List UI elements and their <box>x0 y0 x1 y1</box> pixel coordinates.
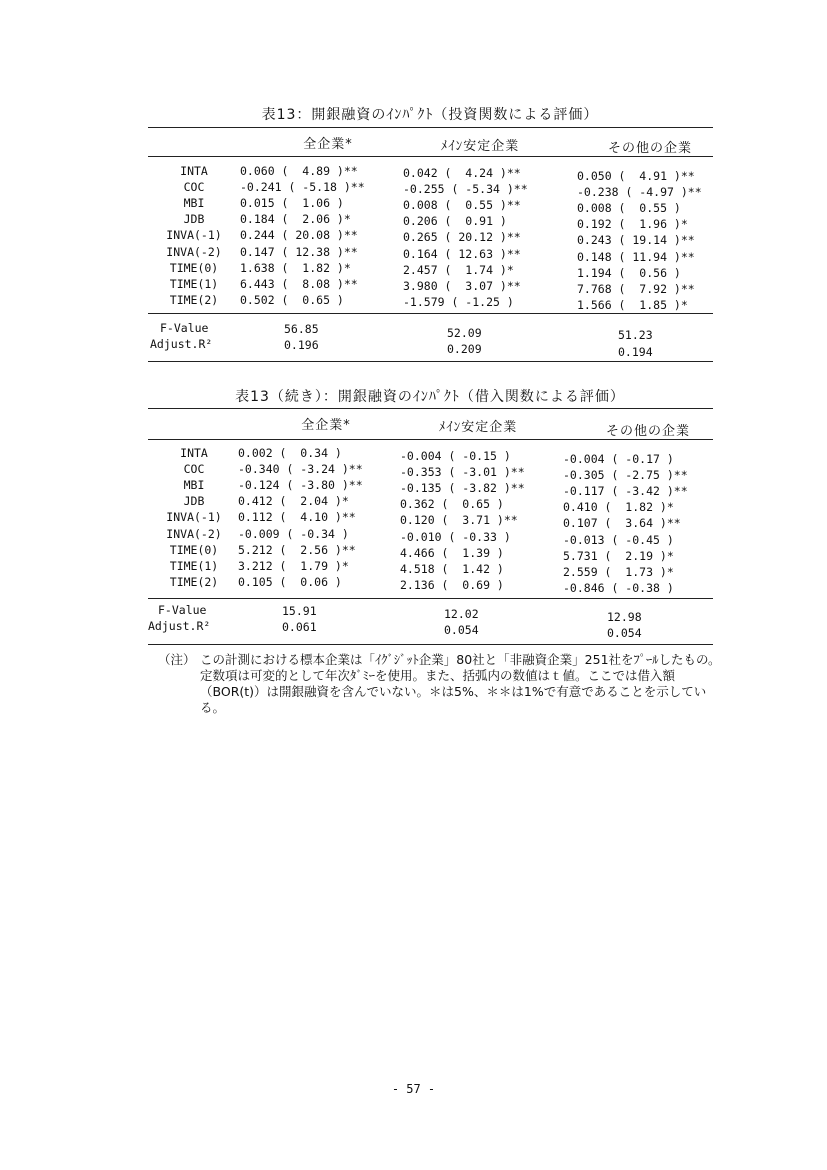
table1-r2-label: Adjust.R² <box>150 337 213 351</box>
table-cell: 0.008 ( 0.55 )** <box>403 198 521 213</box>
table-cell: 0.105 ( 0.06 ) <box>238 574 342 589</box>
table-cell: 0.410 ( 1.82 )* <box>563 500 674 515</box>
table2-r2-main: 0.054 <box>444 623 479 637</box>
table-cell: 1.194 ( 0.56 ) <box>577 265 681 280</box>
table2-header-all: 全企業* <box>301 418 351 433</box>
row-label: TIME(2) <box>169 292 219 307</box>
table-cell: 0.148 ( 11.94 )** <box>577 249 695 264</box>
table-cell: 0.008 ( 0.55 ) <box>577 201 681 216</box>
table-cell: -0.117 ( -3.42 )** <box>563 484 688 499</box>
table2-fvalue-label: F-Value <box>158 603 207 617</box>
table-cell: 0.050 ( 4.91 )** <box>577 169 695 183</box>
row-label: INVA(-1) <box>166 510 222 525</box>
table2-r2-all: 0.061 <box>282 620 317 634</box>
table-cell: 1.638 ( 1.82 )* <box>240 260 351 275</box>
table2-fvalue-other: 12.98 <box>607 610 642 624</box>
table-cell: 0.184 ( 2.06 )* <box>240 212 351 227</box>
table-cell: 0.107 ( 3.64 )** <box>563 516 681 531</box>
table-cell: 0.502 ( 0.65 ) <box>240 292 344 307</box>
table2-top-rule <box>148 408 713 409</box>
row-label: TIME(2) <box>169 574 219 589</box>
table1-header-rule <box>148 156 713 157</box>
table-cell: 2.457 ( 1.74 )* <box>403 262 514 277</box>
table-cell: -0.255 ( -5.34 )** <box>403 182 528 197</box>
table2-mid-rule <box>148 598 713 599</box>
table-cell: -0.124 ( -3.80 )** <box>238 478 363 493</box>
footnote <box>158 652 728 716</box>
table-cell: 7.768 ( 7.92 )** <box>577 281 695 296</box>
row-label: INVA(-2) <box>166 526 222 541</box>
row-label: MBI <box>183 196 205 211</box>
table-cell: 0.362 ( 0.65 ) <box>400 497 504 512</box>
table2-header-other: その他の企業 <box>605 424 690 439</box>
table1-fvalue-all: 56.85 <box>284 322 319 336</box>
table-cell: 1.566 ( 1.85 )* <box>577 297 688 312</box>
table-cell: 3.212 ( 1.79 )* <box>238 558 349 573</box>
table2-fvalue-all: 15.91 <box>282 604 317 618</box>
table-cell: 4.466 ( 1.39 ) <box>400 545 504 560</box>
table-cell: 0.042 ( 4.24 )** <box>403 166 521 180</box>
table1-header-other: その他の企業 <box>607 141 692 156</box>
table-cell: -0.305 ( -2.75 )** <box>563 468 688 483</box>
table-cell: -0.004 ( -0.17 ) <box>563 452 674 466</box>
table-cell: 0.244 ( 20.08 )** <box>240 228 358 243</box>
table-cell: -0.353 ( -3.01 )** <box>400 465 525 480</box>
row-label: INTA <box>180 164 208 178</box>
table-cell: 5.212 ( 2.56 )** <box>238 542 356 557</box>
table-cell: -0.238 ( -4.97 )** <box>577 185 702 200</box>
table-cell: 0.147 ( 12.38 )** <box>240 244 358 259</box>
table-cell: -1.579 ( -1.25 ) <box>403 294 514 309</box>
table-cell: 0.015 ( 1.06 ) <box>240 196 344 211</box>
page-number: - 57 - <box>391 1082 436 1096</box>
table-cell: 0.206 ( 0.91 ) <box>403 214 507 229</box>
table-cell: 3.980 ( 3.07 )** <box>403 278 521 293</box>
row-label: MBI <box>183 478 205 493</box>
table-cell: -0.135 ( -3.82 )** <box>400 481 525 496</box>
table-cell: -0.009 ( -0.34 ) <box>238 526 349 541</box>
row-label: TIME(1) <box>169 558 219 573</box>
table-cell: -0.010 ( -0.33 ) <box>400 529 511 544</box>
table-cell: 0.243 ( 19.14 )** <box>577 233 695 248</box>
table1-r2-main: 0.209 <box>447 342 482 356</box>
row-label: TIME(1) <box>169 276 219 291</box>
row-label: TIME(0) <box>169 260 219 275</box>
table1-header-main: ﾒｲﾝ安定企業 <box>440 139 520 154</box>
row-label: INVA(-2) <box>166 244 222 259</box>
table2-bottom-rule <box>148 644 713 645</box>
row-label: COC <box>183 180 205 195</box>
table-cell: 0.120 ( 3.71 )** <box>400 513 518 528</box>
table-cell: -0.241 ( -5.18 )** <box>240 180 365 195</box>
row-label: INTA <box>180 446 208 460</box>
row-label: JDB <box>183 212 205 227</box>
footnote-text: この計測における標本企業は「ｲｸﾞｼﾞｯﾄ企業」80社と「非融資企業」251社をﾌﾟｰﾙしたもの。定数項は可変的として年次ﾀﾞﾐｰを使用。また、括弧内の数値はｔ値。ここでは借入額（BOR(t)）は開銀融資を含んでいない。＊は5%、＊＊は1%で有意であることを示している。 <box>200 652 721 715</box>
table-cell: 0.060 ( 4.89 )** <box>240 164 358 178</box>
table1-top-rule <box>148 127 713 128</box>
table-cell: -0.004 ( -0.15 ) <box>400 449 511 463</box>
footnote-tag: （注） <box>158 652 196 667</box>
row-label: COC <box>183 462 205 477</box>
table1-fvalue-label: F-Value <box>160 321 209 335</box>
table-cell: -0.846 ( -0.38 ) <box>563 580 674 595</box>
table1-header-all: 全企業* <box>303 137 353 152</box>
table1-fvalue-main: 52.09 <box>447 326 482 340</box>
table-cell: 5.731 ( 2.19 )* <box>563 548 674 563</box>
table-cell: 6.443 ( 8.08 )** <box>240 276 358 291</box>
table-cell: 2.559 ( 1.73 )* <box>563 564 674 579</box>
table2-title: 表13（続き）：開銀融資のｲﾝﾊﾟｸﾄ（借入関数による評価） <box>235 389 625 405</box>
table1-r2-all: 0.196 <box>284 338 319 352</box>
table-cell: 2.136 ( 0.69 ) <box>400 577 504 592</box>
table-cell: 0.412 ( 2.04 )* <box>238 494 349 509</box>
table2-fvalue-main: 12.02 <box>444 607 479 621</box>
table-cell: -0.013 ( -0.45 ) <box>563 532 674 547</box>
table2-r2-other: 0.054 <box>607 626 642 640</box>
table2-header-main: ﾒｲﾝ安定企業 <box>438 420 518 435</box>
table1-bottom-rule <box>148 361 713 362</box>
table-cell: 0.164 ( 12.63 )** <box>403 246 521 261</box>
table2-header-rule <box>148 439 713 440</box>
table-cell: 0.265 ( 20.12 )** <box>403 230 521 245</box>
table2-r2-label: Adjust.R² <box>148 619 211 633</box>
row-label: INVA(-1) <box>166 228 222 243</box>
row-label: JDB <box>183 494 205 509</box>
table-cell: -0.340 ( -3.24 )** <box>238 462 363 477</box>
table-cell: 0.112 ( 4.10 )** <box>238 510 356 525</box>
table1-r2-other: 0.194 <box>618 345 653 359</box>
table1-fvalue-other: 51.23 <box>618 328 653 342</box>
table1-mid-rule <box>148 313 713 314</box>
table-cell: 4.518 ( 1.42 ) <box>400 561 504 576</box>
row-label: TIME(0) <box>169 542 219 557</box>
table1-title: 表13：開銀融資のｲﾝﾊﾟｸﾄ（投資関数による評価） <box>261 107 599 123</box>
table-cell: 0.192 ( 1.96 )* <box>577 217 688 232</box>
table-cell: 0.002 ( 0.34 ) <box>238 446 342 460</box>
